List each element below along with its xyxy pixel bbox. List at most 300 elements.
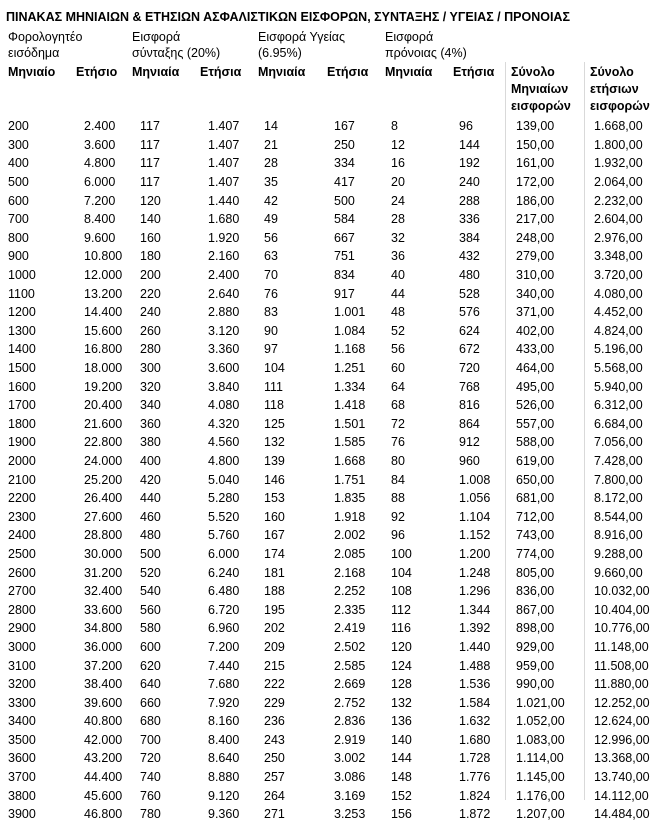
cell-health-monthly: 257 <box>264 770 285 785</box>
cell-health-monthly: 271 <box>264 807 285 822</box>
table-row <box>0 675 657 694</box>
table-row <box>0 545 657 564</box>
cell-welfare-yearly: 1.728 <box>459 751 491 766</box>
cell-pension-yearly: 9.120 <box>208 788 240 803</box>
cell-total-monthly: 650,00 <box>516 472 555 487</box>
cell-total-monthly: 1.145,00 <box>516 770 565 785</box>
cell-monthly-income: 1700 <box>8 398 36 413</box>
cell-total-yearly: 8.916,00 <box>594 528 643 543</box>
cell-total-monthly: 836,00 <box>516 584 555 599</box>
cell-health-monthly: 174 <box>264 546 285 561</box>
cell-welfare-monthly: 120 <box>391 639 412 654</box>
income-group-label-1: Φορολογητέο <box>8 30 83 44</box>
cell-yearly-income: 21.600 <box>84 416 123 431</box>
cell-total-monthly: 774,00 <box>516 546 555 561</box>
cell-pension-monthly: 360 <box>140 416 161 431</box>
cell-monthly-income: 1500 <box>8 361 36 376</box>
cell-welfare-monthly: 8 <box>391 119 398 134</box>
cell-yearly-income: 42.000 <box>84 732 123 747</box>
col-header-total-yearly-2: ετήσιων <box>590 82 639 96</box>
cell-welfare-yearly: 1.632 <box>459 714 491 729</box>
cell-welfare-yearly: 768 <box>459 379 480 394</box>
cell-pension-monthly: 660 <box>140 695 161 710</box>
cell-total-yearly: 14.112,00 <box>594 788 649 803</box>
cell-health-yearly: 2.335 <box>334 602 366 617</box>
cell-welfare-monthly: 28 <box>391 212 405 227</box>
cell-health-monthly: 49 <box>264 212 278 227</box>
cell-welfare-yearly: 1.488 <box>459 658 491 673</box>
cell-yearly-income: 19.200 <box>84 379 123 394</box>
cell-pension-monthly: 420 <box>140 472 161 487</box>
cell-pension-yearly: 3.600 <box>208 361 240 376</box>
cell-monthly-income: 400 <box>8 156 29 171</box>
cell-pension-yearly: 3.840 <box>208 379 240 394</box>
cell-total-yearly: 3.348,00 <box>594 249 643 264</box>
table-row <box>0 210 657 229</box>
cell-welfare-monthly: 12 <box>391 137 405 152</box>
cell-health-yearly: 2.085 <box>334 546 366 561</box>
cell-total-monthly: 279,00 <box>516 249 555 264</box>
cell-total-yearly: 7.428,00 <box>594 453 643 468</box>
cell-pension-monthly: 620 <box>140 658 161 673</box>
cell-welfare-monthly: 16 <box>391 156 405 171</box>
cell-pension-yearly: 7.920 <box>208 695 240 710</box>
cell-monthly-income: 2500 <box>8 546 36 561</box>
cell-pension-yearly: 7.440 <box>208 658 240 673</box>
cell-health-monthly: 167 <box>264 528 285 543</box>
cell-welfare-yearly: 528 <box>459 286 480 301</box>
cell-monthly-income: 3800 <box>8 788 36 803</box>
cell-monthly-income: 3000 <box>8 639 36 654</box>
cell-welfare-monthly: 88 <box>391 491 405 506</box>
cell-pension-monthly: 117 <box>140 156 160 171</box>
cell-health-yearly: 1.251 <box>334 361 366 376</box>
cell-monthly-income: 3900 <box>8 807 36 822</box>
cell-health-yearly: 1.334 <box>334 379 366 394</box>
cell-pension-yearly: 6.480 <box>208 584 240 599</box>
cell-pension-yearly: 7.200 <box>208 639 240 654</box>
cell-yearly-income: 6.000 <box>84 175 116 190</box>
cell-welfare-yearly: 576 <box>459 305 480 320</box>
cell-welfare-monthly: 132 <box>391 695 412 710</box>
cell-total-yearly: 1.668,00 <box>594 119 643 134</box>
cell-total-monthly: 1.176,00 <box>516 788 565 803</box>
cell-welfare-yearly: 192 <box>459 156 480 171</box>
cell-health-monthly: 104 <box>264 361 285 376</box>
cell-yearly-income: 16.800 <box>84 342 123 357</box>
cell-health-monthly: 111 <box>264 379 284 394</box>
table-row <box>0 768 657 787</box>
cell-welfare-yearly: 672 <box>459 342 480 357</box>
cell-welfare-yearly: 1.056 <box>459 491 491 506</box>
cell-health-yearly: 250 <box>334 137 355 152</box>
cell-pension-yearly: 1.407 <box>208 119 240 134</box>
table-row <box>0 638 657 657</box>
table-row <box>0 656 657 675</box>
cell-total-monthly: 1.021,00 <box>516 695 565 710</box>
cell-total-monthly: 161,00 <box>516 156 555 171</box>
cell-health-monthly: 236 <box>264 714 285 729</box>
table-row <box>0 526 657 545</box>
cell-welfare-monthly: 100 <box>391 546 412 561</box>
table-row <box>0 712 657 731</box>
col-header-yearly-income: Ετήσιο <box>76 65 118 79</box>
cell-pension-yearly: 1.407 <box>208 175 240 190</box>
cell-welfare-yearly: 1.152 <box>459 528 491 543</box>
cell-welfare-yearly: 624 <box>459 323 480 338</box>
cell-total-monthly: 743,00 <box>516 528 555 543</box>
table-row <box>0 173 657 192</box>
cell-pension-monthly: 220 <box>140 286 161 301</box>
cell-health-yearly: 2.168 <box>334 565 366 580</box>
cell-pension-yearly: 6.960 <box>208 621 240 636</box>
cell-total-monthly: 495,00 <box>516 379 555 394</box>
cell-total-yearly: 14.484,00 <box>594 807 650 822</box>
cell-pension-monthly: 740 <box>140 770 161 785</box>
cell-welfare-monthly: 84 <box>391 472 405 487</box>
cell-health-yearly: 1.835 <box>334 491 366 506</box>
cell-yearly-income: 37.200 <box>84 658 123 673</box>
cell-pension-yearly: 6.720 <box>208 602 240 617</box>
cell-welfare-monthly: 92 <box>391 509 405 524</box>
cell-total-monthly: 619,00 <box>516 453 555 468</box>
cell-welfare-yearly: 288 <box>459 193 480 208</box>
cell-total-monthly: 898,00 <box>516 621 555 636</box>
cell-health-yearly: 2.002 <box>334 528 366 543</box>
table-row <box>0 433 657 452</box>
cell-total-monthly: 464,00 <box>516 361 555 376</box>
cell-total-monthly: 681,00 <box>516 491 555 506</box>
cell-welfare-yearly: 480 <box>459 268 480 283</box>
cell-welfare-monthly: 44 <box>391 286 405 301</box>
cell-welfare-monthly: 148 <box>391 770 412 785</box>
cell-pension-monthly: 117 <box>140 119 160 134</box>
cell-health-monthly: 264 <box>264 788 285 803</box>
cell-yearly-income: 32.400 <box>84 584 123 599</box>
cell-monthly-income: 300 <box>8 137 29 152</box>
cell-monthly-income: 1200 <box>8 305 36 320</box>
cell-welfare-yearly: 336 <box>459 212 480 227</box>
cell-pension-yearly: 5.040 <box>208 472 240 487</box>
cell-welfare-yearly: 1.536 <box>459 677 491 692</box>
cell-health-yearly: 2.919 <box>334 732 366 747</box>
cell-yearly-income: 2.400 <box>84 119 116 134</box>
table-row <box>0 786 657 805</box>
table-row <box>0 470 657 489</box>
cell-welfare-yearly: 816 <box>459 398 480 413</box>
cell-total-monthly: 1.052,00 <box>516 714 565 729</box>
col-header-welfare-monthly: Μηνιαία <box>385 65 433 79</box>
cell-welfare-monthly: 104 <box>391 565 412 580</box>
table-row <box>0 489 657 508</box>
cell-health-monthly: 21 <box>264 137 278 152</box>
cell-health-yearly: 2.585 <box>334 658 366 673</box>
cell-pension-yearly: 1.407 <box>208 156 240 171</box>
cell-pension-monthly: 500 <box>140 546 161 561</box>
cell-pension-monthly: 180 <box>140 249 161 264</box>
cell-yearly-income: 22.800 <box>84 435 123 450</box>
cell-pension-yearly: 6.240 <box>208 565 240 580</box>
cell-health-yearly: 1.751 <box>334 472 366 487</box>
cell-pension-monthly: 320 <box>140 379 161 394</box>
cell-pension-monthly: 280 <box>140 342 161 357</box>
cell-monthly-income: 500 <box>8 175 29 190</box>
cell-health-yearly: 584 <box>334 212 355 227</box>
cell-health-monthly: 83 <box>264 305 278 320</box>
cell-health-monthly: 97 <box>264 342 278 357</box>
cell-yearly-income: 36.000 <box>84 639 123 654</box>
cell-total-yearly: 7.056,00 <box>594 435 643 450</box>
cell-monthly-income: 200 <box>8 119 29 134</box>
cell-pension-monthly: 200 <box>140 268 161 283</box>
cell-welfare-monthly: 64 <box>391 379 405 394</box>
cell-welfare-yearly: 864 <box>459 416 480 431</box>
cell-health-monthly: 188 <box>264 584 285 599</box>
cell-health-yearly: 334 <box>334 156 355 171</box>
cell-pension-monthly: 117 <box>140 137 160 152</box>
welfare-group-label-2: πρόνοιας (4%) <box>385 46 467 60</box>
cell-pension-yearly: 1.407 <box>208 137 240 152</box>
col-header-total-yearly-3: εισφορών <box>590 99 650 113</box>
cell-total-monthly: 371,00 <box>516 305 555 320</box>
cell-welfare-yearly: 240 <box>459 175 480 190</box>
cell-total-monthly: 433,00 <box>516 342 555 357</box>
table-row <box>0 600 657 619</box>
cell-health-yearly: 3.253 <box>334 807 366 822</box>
cell-health-yearly: 3.002 <box>334 751 366 766</box>
cell-pension-yearly: 9.360 <box>208 807 240 822</box>
table-row <box>0 731 657 750</box>
page-title: ΠΙΝΑΚΑΣ ΜΗΝΙΑΙΩΝ & ΕΤΗΣΙΩΝ ΑΣΦΑΛΙΣΤΙΚΩΝ ΕΙΣΦΟΡΩΝ, ΣΥΝΤΑΞΗΣ / ΥΓΕΙΑΣ / ΠΡΟΝΟΙΑΣ <box>6 10 570 24</box>
cell-pension-yearly: 6.000 <box>208 546 240 561</box>
cell-welfare-yearly: 1.824 <box>459 788 491 803</box>
cell-total-yearly: 4.452,00 <box>594 305 643 320</box>
cell-total-yearly: 2.232,00 <box>594 193 643 208</box>
cell-pension-yearly: 4.320 <box>208 416 240 431</box>
cell-monthly-income: 1000 <box>8 268 36 283</box>
pension-group-label-1: Εισφορά <box>132 30 181 44</box>
cell-pension-monthly: 720 <box>140 751 161 766</box>
table-row <box>0 247 657 266</box>
cell-yearly-income: 28.800 <box>84 528 123 543</box>
cell-welfare-monthly: 156 <box>391 807 412 822</box>
cell-welfare-monthly: 152 <box>391 788 412 803</box>
cell-total-monthly: 340,00 <box>516 286 555 301</box>
cell-pension-yearly: 8.640 <box>208 751 240 766</box>
cell-health-monthly: 139 <box>264 453 285 468</box>
cell-pension-yearly: 1.680 <box>208 212 240 227</box>
cell-welfare-yearly: 96 <box>459 119 473 134</box>
table-row <box>0 303 657 322</box>
cell-health-yearly: 1.084 <box>334 323 366 338</box>
cell-yearly-income: 20.400 <box>84 398 123 413</box>
cell-pension-monthly: 460 <box>140 509 161 524</box>
cell-pension-monthly: 780 <box>140 807 161 822</box>
table-row <box>0 582 657 601</box>
cell-health-yearly: 2.252 <box>334 584 366 599</box>
cell-welfare-monthly: 80 <box>391 453 405 468</box>
cell-welfare-yearly: 1.776 <box>459 770 491 785</box>
col-header-total-monthly-1: Σύνολο <box>511 65 555 79</box>
cell-pension-monthly: 160 <box>140 230 161 245</box>
cell-total-yearly: 6.312,00 <box>594 398 643 413</box>
cell-total-monthly: 217,00 <box>516 212 555 227</box>
cell-yearly-income: 27.600 <box>84 509 123 524</box>
cell-monthly-income: 2700 <box>8 584 36 599</box>
cell-health-monthly: 250 <box>264 751 285 766</box>
cell-total-yearly: 5.940,00 <box>594 379 643 394</box>
table-row <box>0 359 657 378</box>
cell-total-monthly: 1.083,00 <box>516 732 565 747</box>
cell-total-yearly: 2.064,00 <box>594 175 643 190</box>
cell-pension-monthly: 400 <box>140 453 161 468</box>
cell-pension-yearly: 3.360 <box>208 342 240 357</box>
table-row <box>0 136 657 155</box>
cell-health-monthly: 160 <box>264 509 285 524</box>
table-row <box>0 322 657 341</box>
cell-pension-yearly: 7.680 <box>208 677 240 692</box>
cell-total-yearly: 13.368,00 <box>594 751 650 766</box>
cell-health-monthly: 209 <box>264 639 285 654</box>
cell-pension-yearly: 4.560 <box>208 435 240 450</box>
table-row <box>0 805 657 824</box>
cell-pension-yearly: 2.160 <box>208 249 240 264</box>
cell-welfare-yearly: 1.584 <box>459 695 491 710</box>
col-header-pension-yearly: Ετήσια <box>200 65 242 79</box>
cell-monthly-income: 2900 <box>8 621 36 636</box>
cell-health-yearly: 1.418 <box>334 398 366 413</box>
cell-yearly-income: 43.200 <box>84 751 123 766</box>
table-row <box>0 693 657 712</box>
cell-total-yearly: 8.544,00 <box>594 509 643 524</box>
cell-yearly-income: 10.800 <box>84 249 123 264</box>
cell-health-yearly: 417 <box>334 175 355 190</box>
table-row <box>0 266 657 285</box>
cell-monthly-income: 900 <box>8 249 29 264</box>
col-header-monthly-income: Μηνιαίο <box>8 65 56 79</box>
cell-yearly-income: 34.800 <box>84 621 123 636</box>
table-row <box>0 749 657 768</box>
cell-welfare-monthly: 112 <box>391 602 411 617</box>
table-row <box>0 284 657 303</box>
cell-yearly-income: 45.600 <box>84 788 123 803</box>
cell-monthly-income: 2300 <box>8 509 36 524</box>
contributions-table-body <box>0 117 657 824</box>
cell-pension-monthly: 260 <box>140 323 161 338</box>
cell-welfare-yearly: 1.008 <box>459 472 491 487</box>
cell-pension-yearly: 1.440 <box>208 193 240 208</box>
cell-monthly-income: 800 <box>8 230 29 245</box>
cell-welfare-monthly: 136 <box>391 714 412 729</box>
cell-pension-monthly: 440 <box>140 491 161 506</box>
cell-total-monthly: 1.207,00 <box>516 807 565 822</box>
cell-pension-yearly: 3.120 <box>208 323 240 338</box>
col-header-total-monthly-3: εισφορών <box>511 99 571 113</box>
cell-yearly-income: 7.200 <box>84 193 116 208</box>
cell-welfare-yearly: 432 <box>459 249 480 264</box>
cell-welfare-yearly: 1.872 <box>459 807 491 822</box>
cell-pension-monthly: 580 <box>140 621 161 636</box>
cell-pension-yearly: 5.520 <box>208 509 240 524</box>
col-header-total-yearly-1: Σύνολο <box>590 65 634 79</box>
cell-health-yearly: 1.585 <box>334 435 366 450</box>
cell-yearly-income: 13.200 <box>84 286 123 301</box>
cell-total-yearly: 13.740,00 <box>594 770 650 785</box>
cell-welfare-monthly: 68 <box>391 398 405 413</box>
cell-total-yearly: 4.824,00 <box>594 323 643 338</box>
cell-health-monthly: 132 <box>264 435 285 450</box>
cell-welfare-yearly: 1.344 <box>459 602 491 617</box>
cell-welfare-yearly: 384 <box>459 230 480 245</box>
cell-total-monthly: 805,00 <box>516 565 555 580</box>
table-row <box>0 452 657 471</box>
table-row <box>0 563 657 582</box>
cell-welfare-yearly: 960 <box>459 453 480 468</box>
cell-welfare-yearly: 1.248 <box>459 565 491 580</box>
cell-welfare-yearly: 1.392 <box>459 621 491 636</box>
cell-yearly-income: 26.400 <box>84 491 123 506</box>
cell-pension-yearly: 2.640 <box>208 286 240 301</box>
table-row <box>0 377 657 396</box>
table-row <box>0 619 657 638</box>
table-row <box>0 340 657 359</box>
cell-welfare-monthly: 20 <box>391 175 405 190</box>
cell-pension-monthly: 700 <box>140 732 161 747</box>
cell-total-yearly: 12.624,00 <box>594 714 650 729</box>
cell-welfare-monthly: 60 <box>391 361 405 376</box>
cell-welfare-yearly: 1.200 <box>459 546 491 561</box>
cell-pension-yearly: 8.880 <box>208 770 240 785</box>
cell-health-monthly: 56 <box>264 230 278 245</box>
cell-pension-yearly: 4.800 <box>208 453 240 468</box>
col-header-pension-monthly: Μηνιαία <box>132 65 180 79</box>
cell-total-monthly: 248,00 <box>516 230 555 245</box>
cell-pension-yearly: 8.400 <box>208 732 240 747</box>
cell-health-monthly: 125 <box>264 416 285 431</box>
cell-welfare-monthly: 96 <box>391 528 405 543</box>
cell-pension-monthly: 520 <box>140 565 161 580</box>
cell-health-monthly: 28 <box>264 156 278 171</box>
cell-total-yearly: 11.880,00 <box>594 677 649 692</box>
cell-monthly-income: 600 <box>8 193 29 208</box>
cell-health-monthly: 181 <box>264 565 285 580</box>
cell-monthly-income: 2400 <box>8 528 36 543</box>
cell-welfare-monthly: 116 <box>391 621 411 636</box>
cell-welfare-yearly: 912 <box>459 435 480 450</box>
cell-health-monthly: 195 <box>264 602 285 617</box>
cell-yearly-income: 30.000 <box>84 546 123 561</box>
cell-pension-monthly: 760 <box>140 788 161 803</box>
cell-yearly-income: 39.600 <box>84 695 123 710</box>
cell-health-monthly: 222 <box>264 677 285 692</box>
cell-health-yearly: 167 <box>334 119 355 134</box>
cell-monthly-income: 1300 <box>8 323 36 338</box>
cell-total-yearly: 6.684,00 <box>594 416 643 431</box>
cell-pension-monthly: 600 <box>140 639 161 654</box>
table-row <box>0 191 657 210</box>
col-header-health-yearly: Ετήσια <box>327 65 369 79</box>
cell-pension-yearly: 8.160 <box>208 714 240 729</box>
cell-monthly-income: 1100 <box>8 286 35 301</box>
cell-pension-monthly: 480 <box>140 528 161 543</box>
cell-welfare-yearly: 1.104 <box>459 509 491 524</box>
cell-total-yearly: 12.252,00 <box>594 695 650 710</box>
cell-health-monthly: 215 <box>264 658 285 673</box>
table-row <box>0 229 657 248</box>
cell-monthly-income: 1600 <box>8 379 36 394</box>
cell-monthly-income: 700 <box>8 212 29 227</box>
cell-pension-monthly: 240 <box>140 305 161 320</box>
